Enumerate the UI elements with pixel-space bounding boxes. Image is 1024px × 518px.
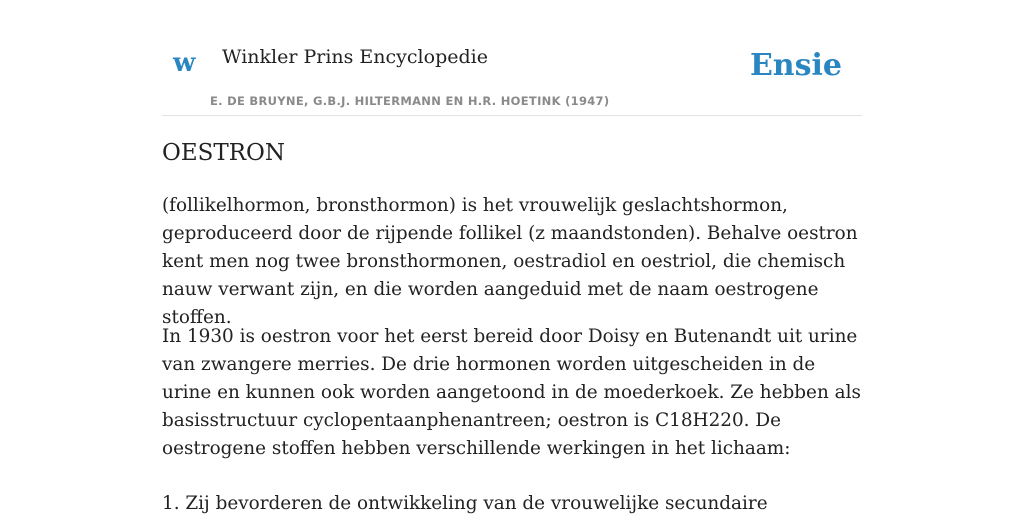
article-title: OESTRON	[162, 140, 286, 166]
publication-logo-icon[interactable]: w	[173, 48, 196, 78]
publication-authors: E. DE BRUYNE, G.B.J. HILTERMANN EN H.R. HOETINK (1947)	[210, 94, 610, 108]
publication-title[interactable]: Winkler Prins Encyclopedie	[222, 46, 488, 68]
article-paragraph: In 1930 is oestron voor het eerst bereid door Doisy en Butenandt uit urine van zwangere merries. De drie hormonen worden uitgescheiden in de urine en kunnen ook worden aangetoond in de moederkoek. Ze hebben als basisstructuur cyclopentaanphenantreen; oestron is C18H220. De oestrogene stoffen hebben verschillende werkingen in het lichaam:	[162, 326, 861, 459]
article-paragraph: (follikelhormon, bronsthormon) is het vrouwelijk geslachtshormon, geproduceerd door de rijpende follikel (z maandstonden). Behalve oestron kent men nog twee bronsthormonen, oestradiol en oestriol, die chemisch nauw verwant zijn, en die worden aangeduid met de naam oestrogene stoffen.	[162, 195, 858, 328]
list-item: 1. Zij bevorderen de ontwikkeling van de vrouwelijke secundaire	[162, 493, 768, 514]
page-container	[162, 0, 862, 514]
site-header	[162, 0, 862, 116]
brand-logo[interactable]: Ensie	[749, 48, 842, 83]
